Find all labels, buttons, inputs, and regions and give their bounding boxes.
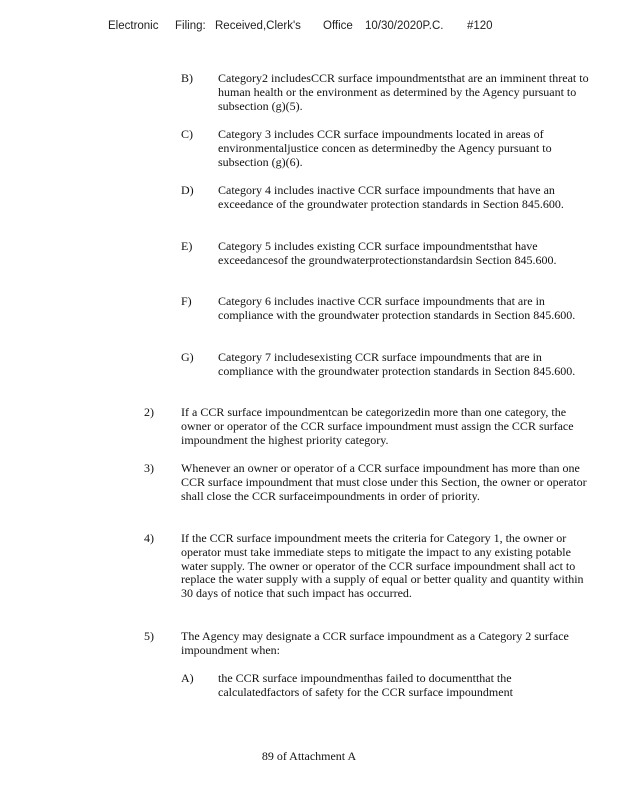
item-text: Category 6 includes inactive CCR surface impoundments that are in compliance with the groundwater protection standards in Section 845.600. — [218, 294, 576, 322]
item-text: If the CCR surface impoundment meets the criteria for Category 1, the owner or operator must take immediate steps to mitigate the impact to any existing potable water supply. The owner or operator of the CCR surface impoundment shall act to replace the water supply with a supply of equal or better quality and quantity within 30 days of notice that such impact has occurred. — [181, 531, 584, 601]
header-office: Office — [323, 20, 353, 32]
item-marker: G) — [181, 350, 194, 364]
item-text: Category 5 includes existing CCR surface impoundmentsthat have exceedancesof the groundwaterprotectionstandardsin Section 845.600. — [218, 239, 557, 267]
item-text: If a CCR surface impoundmentcan be categorizedin more than one category, the owner or operator of the CCR surface impoundment must assign the CCR surface impoundment the highest priority category. — [181, 405, 574, 447]
item-marker: A) — [181, 671, 194, 685]
item-marker: F) — [181, 294, 192, 308]
item-text: Category 4 includes inactive CCR surface impoundments that have an exceedance of the groundwater protection standards in Section 845.600. — [218, 183, 564, 211]
item-text: Category 7 includesexisting CCR surface impoundments that are in compliance with the groundwater protection standards in Section 845.600. — [218, 350, 576, 378]
item-marker: 4) — [144, 531, 154, 545]
header-number: #120 — [467, 20, 493, 32]
header-filing: Filing: — [175, 20, 206, 32]
page-footer: 89 of Attachment A — [261, 749, 357, 763]
header-date: 10/30/2020P.C. — [365, 20, 444, 32]
item-text: Whenever an owner or operator of a CCR surface impoundment has more than one CCR surface impoundment that must close under this Section, the owner or operator shall close the CCR surfaceimpoundments in order of priority. — [181, 461, 587, 503]
item-marker: 2) — [144, 405, 154, 419]
item-text: Category 3 includes CCR surface impoundments located in areas of environmentaljustice concen as determinedby the Agency pursuant to subsection (g)(6). — [218, 127, 552, 169]
item-text: Category2 includesCCR surface impoundmentsthat are an imminent threat to human health or the environment as determined by the Agency pursuant to subsection (g)(5). — [218, 71, 589, 113]
item-text: the CCR surface impoundmenthas failed to documentthat the calculatedfactors of safety for the CCR surface impoundment — [218, 671, 513, 699]
item-marker: E) — [181, 239, 193, 253]
item-marker: 3) — [144, 461, 154, 475]
header-received: Received,Clerk's — [215, 20, 301, 32]
header-electronic: Electronic — [108, 20, 159, 32]
item-marker: C) — [181, 127, 193, 141]
item-text: The Agency may designate a CCR surface impoundment as a Category 2 surface impoundment when: — [181, 629, 569, 657]
item-marker: D) — [181, 183, 194, 197]
item-marker: 5) — [144, 629, 154, 643]
item-marker: B) — [181, 71, 193, 85]
